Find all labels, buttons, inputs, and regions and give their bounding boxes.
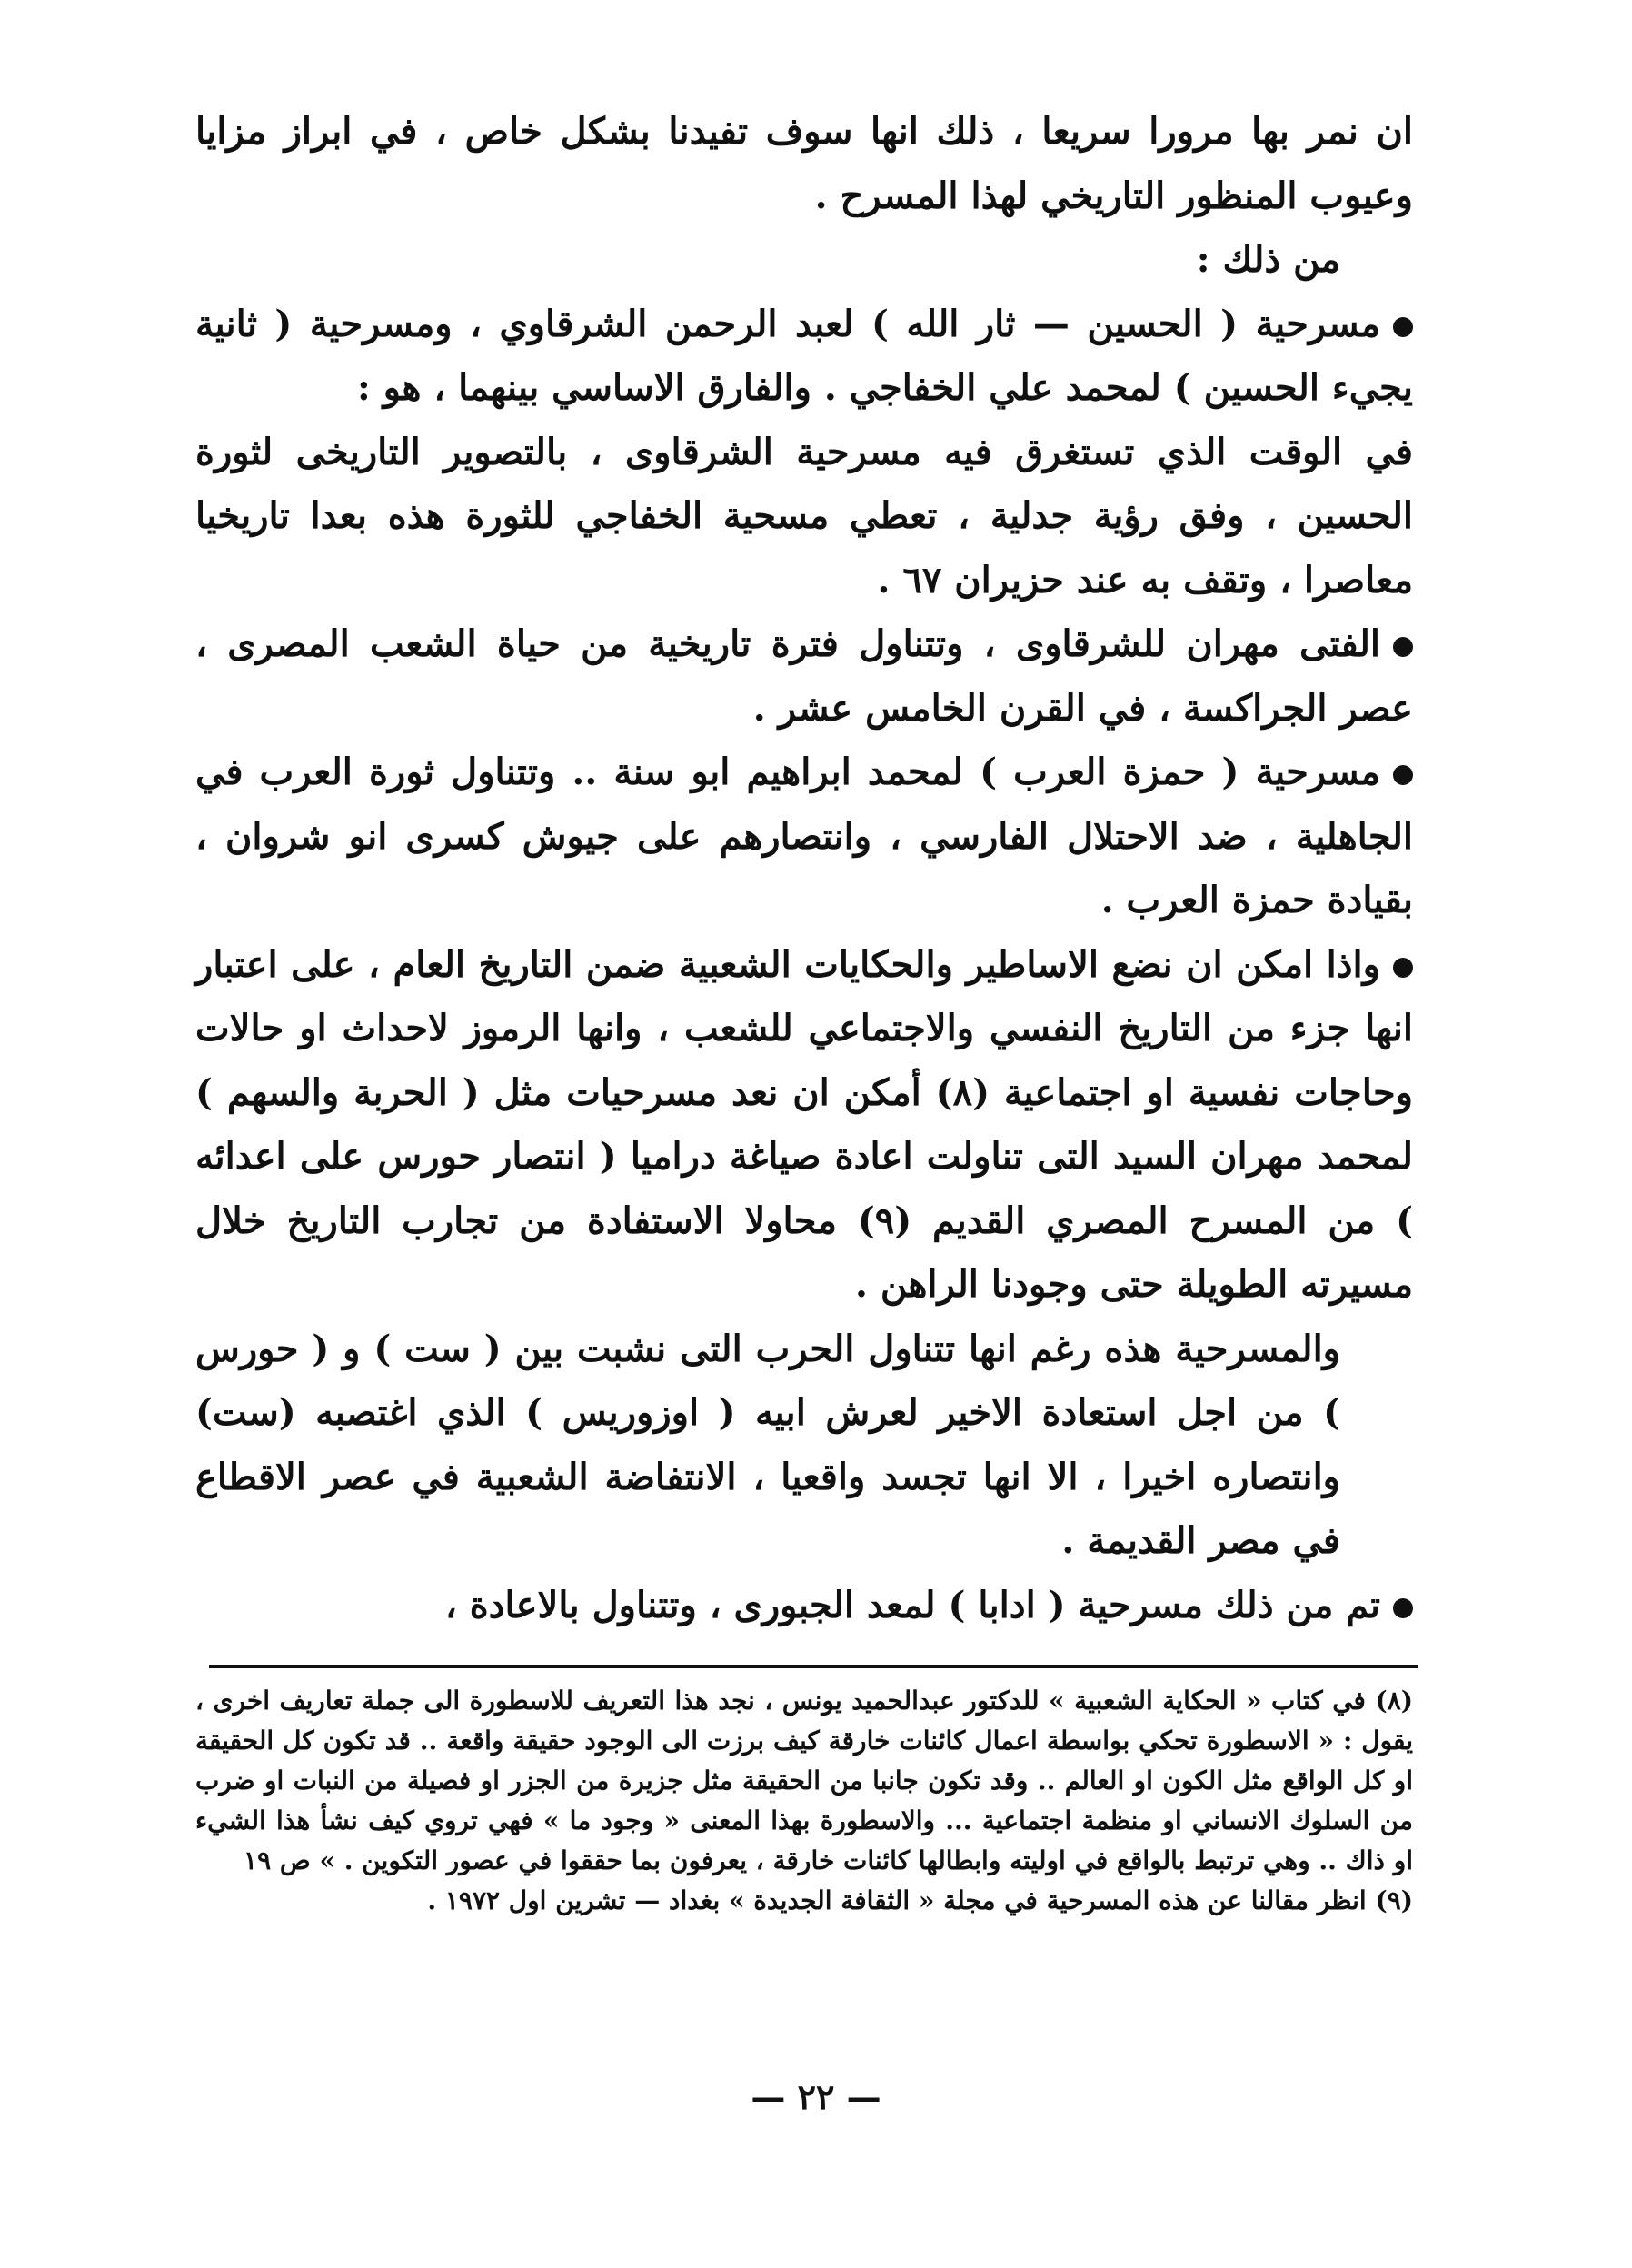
paragraph: في الوقت الذي تستغرق فيه مسرحية الشرقاوى ، بالتصوير التاريخى لثورة الحسين ، وفق رؤية جدلية ، تعطي مسحية الخفاجي للثورة هذه بعدا تاريخيا معاصرا ، وتقف به عند حزيران ٦٧ . (195, 430, 1413, 602)
footnote-divider (209, 1665, 1418, 1668)
bullet-icon (1393, 958, 1413, 978)
page-number: — ٢٢ — (751, 2076, 881, 2117)
footnote-9: (٩) انظر مقالنا عن هذه المسرحية في مجلة « الثقافة الجديدة » بغداد — تشرين اول ١٩٧٢ . (427, 1885, 1413, 1915)
paragraph-text: مسرحية ( حمزة العرب ) لمحمد ابراهيم ابو سنة .. وتتناول ثورة العرب في الجاهلية ، ضد الاحتلال الفارسي ، وانتصارهم على جيوش كسرى انو شروان ، بقيادة حمزة العرب . (195, 751, 1413, 921)
bullet-paragraph (195, 741, 1413, 933)
paragraph: والمسرحية هذه رغم انها تتناول الحرب التى نشبت بين ( ست ) و ( حورس ) من اجل استعادة الاخير لعرش ابيه ( اوزوريس ) الذي اغتصبه (ست) وانتصاره اخيرا ، الا انها تجسد واقعيا ، الانتفاضة الشعبية في عصر الاقطاع في مصر القديمة . (195, 1327, 1341, 1562)
paragraph-text: تم من ذلك مسرحية ( ادابا ) لمعد الجبورى ، وتتناول بالاعادة ، (444, 1583, 1380, 1626)
bullet-paragraph (195, 1574, 1413, 1638)
bullet-icon (1393, 637, 1413, 657)
paragraph: من ذلك : (1196, 238, 1340, 281)
paragraph: ان نمر بها مرورا سريعا ، ذلك انها سوف تفيدنا بشكل خاص ، في ابراز مزايا وعيوب المنظور التاريخي لهذا المسرح . (195, 110, 1413, 217)
bullet-icon (1393, 317, 1413, 337)
bullet-paragraph (195, 933, 1413, 1318)
bullet-icon (1393, 1598, 1413, 1618)
bullet-paragraph (195, 612, 1413, 741)
paragraph-text: واذا امكن ان نضع الاساطير والحكايات الشعبية ضمن التاريخ العام ، على اعتبار انها جزء من التاريخ النفسي والاجتماعي للشعب ، وانها الرموز لاحداث او حالات وحاجات نفسية او اجتماعية (٨) أمكن ان نعد مسرحيات مثل ( الحربة والسهم ) لمحمد مهران السيد التى تناولت اعادة صياغة دراميا ( انتصار حورس على اعدائه ) من المسرح المصري القديم (٩) محاولا الاستفادة من تجارب التاريخ خلال مسيرته الطويلة حتى وجودنا الراهن . (195, 942, 1413, 1306)
footnotes (195, 1681, 1413, 1921)
footnote-8: (٨) في كتاب « الحكاية الشعبية » للدكتور عبدالحميد يونس ، نجد هذا التعريف للاسطورة الى جملة تعاريف اخرى ، يقول : « الاسطورة تحكي بواسطة اعمال كائنات خارقة كيف برزت الى الوجود حقيقة واقعة .. قد تكون كل الحقيقة او كل الواقع مثل الكون او العالم .. وقد تكون جانبا من الحقيقة مثل جزيرة من الجزر او فصيلة من النبات او ضرب من السلوك الانساني او منظمة اجتماعية ... والاسطورة بهذا المعنى « وجود ما » فهي تروي كيف نشأ هذا الشيء او ذاك .. وهي ترتبط بالواقع في اوليته وابطالها كائنات خارقة ، يعرفون بما حققوا في عصور التكوين . » ص ١٩ (195, 1686, 1413, 1875)
bullet-paragraph (195, 293, 1413, 421)
paragraph-text: مسرحية ( الحسين — ثار الله ) لعبد الرحمن الشرقاوي ، ومسرحية ( ثانية يجيء الحسين ) لمحمد علي الخفاجي . والفارق الاساسي بينهما ، هو : (195, 302, 1413, 409)
paragraph-text: الفتى مهران للشرقاوى ، وتتناول فترة تاريخية من حياة الشعب المصرى ، عصر الجراكسة ، في القرن الخامس عشر . (195, 622, 1413, 730)
bullet-icon (1393, 765, 1413, 785)
body-text (195, 100, 1413, 1637)
